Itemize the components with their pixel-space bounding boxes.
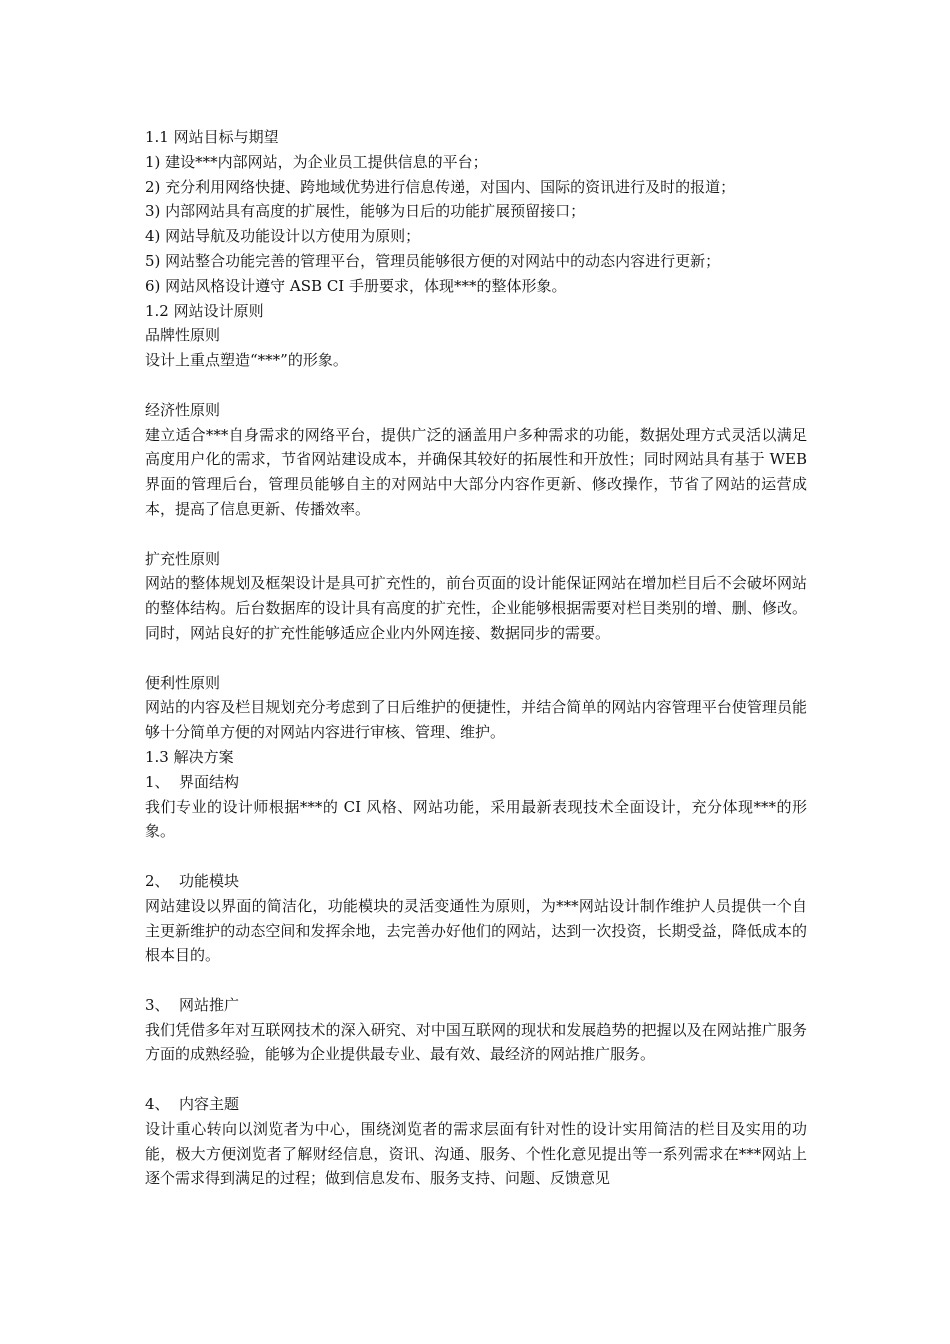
blank-line [145, 522, 807, 547]
document-page [145, 125, 807, 1191]
solution-1-number: 1、 [145, 772, 170, 791]
solution-3-title-line [145, 993, 807, 1018]
blank-line [145, 1067, 807, 1092]
goal-item-2: 2) 充分利用网络快捷、跨地域优势进行信息传递，对国内、国际的资讯进行及时的报道； [145, 177, 736, 196]
solution-2-text: 网站建设以界面的简洁化，功能模块的灵活变通性为原则，为***网站设计制作维护人员提供一个自主更新维护的动态空间和发挥余地，去完善办好他们的网站，达到一次投资，长期受益，降低成本的根本目的。 [145, 896, 807, 965]
solution-3-number: 3、 [145, 995, 170, 1014]
brand-principle-title: 品牌性原则 [145, 326, 221, 345]
brand-principle-text: 设计上重点塑造“***”的形象。 [145, 351, 348, 370]
expand-principle-title: 扩充性原则 [145, 549, 221, 568]
economy-principle-text: 建立适合***自身需求的网络平台，提供广泛的涵盖用户多种需求的功能，数据处理方式灵活以满足高度用户化的需求，节省网站建设成本，并确保其较好的拓展性和开放性；同时网站具有基于 WEB 界面的管理后台，管理员能够自主的对网站中大部分内容作更新、修改操作，节省了网站的运营成本，提高了信息更新、传播效率。 [145, 425, 807, 518]
solution-1-title: 界面结构 [179, 772, 240, 791]
goal-item-1: 1) 建设***内部网站，为企业员工提供信息的平台； [145, 152, 488, 171]
convenience-principle-title: 便利性原则 [145, 673, 221, 692]
solution-1-title-line [145, 770, 807, 795]
blank-line [145, 968, 807, 993]
solution-3-title: 网站推广 [179, 995, 240, 1014]
goal-item-6: 6) 网站风格设计遵守 ASB CI 手册要求，体现***的整体形象。 [145, 276, 567, 295]
solution-4-text: 设计重心转向以浏览者为中心，围绕浏览者的需求层面有针对性的设计实用简洁的栏目及实用的功能，极大方便浏览者了解财经信息，资讯、沟通、服务、个性化意见提出等一系列需求在***网站上逐个需求得到满足的过程；做到信息发布、服务支持、问题、反馈意见 [145, 1119, 807, 1188]
solution-4-title: 内容主题 [179, 1095, 240, 1114]
solution-4-number: 4、 [145, 1095, 170, 1114]
goal-item-5: 5) 网站整合功能完善的管理平台，管理员能够很方便的对网站中的动态内容进行更新； [145, 251, 721, 270]
expand-principle-text: 网站的整体规划及框架设计是具可扩充性的，前台页面的设计能保证网站在增加栏目后不会破坏网站的整体结构。后台数据库的设计具有高度的扩充性，企业能够根据需要对栏目类别的增、删、修改。同时，网站良好的扩充性能够适应企业内外网连接、数据同步的需要。 [145, 574, 807, 642]
solution-3-text: 我们凭借多年对互联网技术的深入研究、对中国互联网的现状和发展趋势的把握以及在网站推广服务方面的成熟经验，能够为企业提供最专业、最有效、最经济的网站推广服务。 [145, 1020, 807, 1064]
section-heading-1-3: 1.3 解决方案 [145, 747, 234, 766]
solution-4-title-line [145, 1092, 807, 1117]
economy-principle-title: 经济性原则 [145, 400, 221, 419]
goal-item-4: 4) 网站导航及功能设计以方使用为原则； [145, 227, 421, 246]
section-heading-1-1: 1.1 网站目标与期望 [145, 128, 279, 146]
goal-item-3: 3) 内部网站具有高度的扩展性，能够为日后的功能扩展预留接口； [145, 202, 586, 221]
solution-1-text: 我们专业的设计师根据***的 CI 风格、网站功能，采用最新表现技术全面设计，充分体现***的形象。 [145, 797, 807, 841]
section-heading-1-2: 1.2 网站设计原则 [145, 301, 264, 320]
convenience-principle-text: 网站的内容及栏目规划充分考虑到了日后维护的便捷性，并结合简单的网站内容管理平台使管理员能够十分简单方便的对网站内容进行审核、管理、维护。 [145, 698, 807, 742]
blank-line [145, 373, 807, 398]
blank-line [145, 844, 807, 869]
solution-2-number: 2、 [145, 871, 170, 890]
solution-2-title-line [145, 869, 807, 894]
solution-2-title: 功能模块 [179, 871, 240, 890]
blank-line [145, 646, 807, 671]
